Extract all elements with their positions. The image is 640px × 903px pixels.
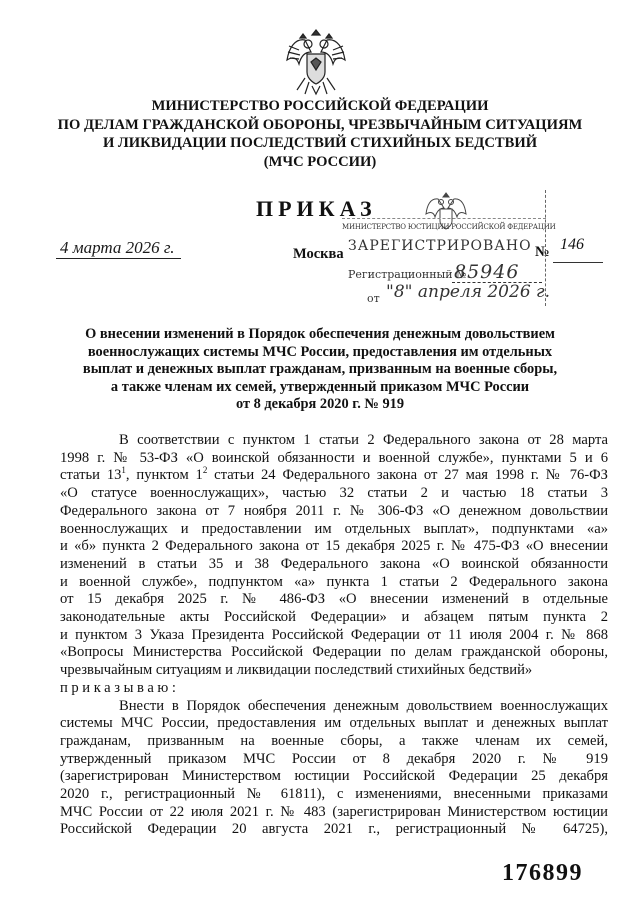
order-body xyxy=(60,432,608,839)
body-line: «Вопросы Министерства Российской Федерации по делам гражданской обороны, xyxy=(60,644,608,661)
ministry-line-1: МИНИСТЕРСТВО РОССИЙСКОЙ ФЕДЕРАЦИИ xyxy=(151,98,489,114)
stamp-reg-label: Регистрационный № xyxy=(348,268,467,281)
body-line: чрезвычайным ситуациям и ликвидации последствий стихийных бедствий» xyxy=(60,662,533,679)
registration-stamp xyxy=(342,190,560,312)
stamp-ministry: МИНИСТЕРСТВО ЮСТИЦИИ РОССИЙСКОЙ ФЕДЕРАЦИИ xyxy=(342,223,556,231)
city: Москва xyxy=(293,246,344,262)
body-line: Федерального закона от 7 ноября 2011 г. № 306-ФЗ «О денежном довольствии xyxy=(60,502,608,519)
number-sign: № xyxy=(535,244,550,260)
body-line: и пунктом 3 Указа Президента Российской Федерации от 11 июля 2004 г. № 868 xyxy=(60,626,608,643)
subject-line-5: от 8 декабря 2020 г. № 919 xyxy=(235,396,405,413)
operative-word: приказываю: xyxy=(60,679,180,696)
stamp-reg-number: 85946 xyxy=(454,261,520,283)
body-line: 1998 г. № 53-ФЗ «О воинской обязанности и военной службе», пунктами 5 и 6 xyxy=(60,449,608,466)
subject-line-2: военнослужащих системы МЧС России, предоставления им отдельных xyxy=(87,343,553,360)
ministry-line-3: И ЛИКВИДАЦИИ ПОСЛЕДСТВИЙ СТИХИЙНЫХ БЕДСТВИЙ xyxy=(102,135,538,151)
body-line xyxy=(60,467,608,485)
body-line: 2020 г., регистрационный № 61811), с изменениями, внесенными приказами xyxy=(60,786,608,803)
ministry-line-4: (МЧС РОССИИ) xyxy=(263,153,377,170)
body-line: военнослужащих и предоставлении им отдельных выплат», подпунктами «а» xyxy=(60,520,608,537)
body-line: и «б» пункта 2 Федерального закона от 15 декабря 2025 г. № 475-ФЗ «О внесении xyxy=(60,538,608,555)
body-line: законодательные акты Российской Федерации» и абзацем пятым пункта 2 xyxy=(60,609,608,626)
subject-line-4: а также членам их семей, утвержденный приказом МЧС России xyxy=(110,378,530,395)
body-line: В соответствии с пунктом 1 статьи 2 Федерального закона от 28 марта xyxy=(119,432,608,448)
document-type: ПРИКАЗ xyxy=(256,196,377,221)
body-text: , пунктом 1 xyxy=(125,467,203,484)
body-text: статьи 13 xyxy=(60,467,122,484)
body-line: изменений в статьи 35 и 38 Федерального закона «О воинской обязанности xyxy=(60,555,608,572)
body-line: гражданам, призванным на военные сборы, а также членам их семей, xyxy=(60,732,608,749)
order-date: 4 марта 2026 г. xyxy=(56,238,181,259)
stamp-registered: ЗАРЕГИСТРИРОВАНО xyxy=(348,238,532,254)
body-line: (зарегистрирован Министерством юстиции Российской Федерации 25 декабря xyxy=(60,768,608,785)
stamp-reg-date: "8" апреля 2026 г. xyxy=(386,282,551,302)
superscript: 2 xyxy=(202,465,208,476)
number-underline xyxy=(553,262,603,263)
body-line: «О статусе военнослужащих», частью 32 статьи 2 и частью 18 статьи 3 xyxy=(60,485,608,502)
body-line: и военной службе», подпунктом «а» пункта 1 статьи 2 Федерального закона xyxy=(60,573,608,590)
order-number: 146 xyxy=(560,236,584,253)
body-line: утвержденный приказом МЧС России от 8 декабря 2020 г. № 919 xyxy=(60,750,608,767)
subject-line-1: О внесении изменений в Порядок обеспечения денежным довольствием xyxy=(85,326,555,342)
ministry-line-2: ПО ДЕЛАМ ГРАЖДАНСКОЙ ОБОРОНЫ, ЧРЕЗВЫЧАЙНЫМ СИТУАЦИЯМ xyxy=(57,116,583,133)
body-line: системы МЧС России, предоставления им отдельных выплат и денежных выплат xyxy=(60,715,608,732)
document-code: 176899 xyxy=(502,860,583,886)
order-subject xyxy=(58,326,582,414)
body-line: Внести в Порядок обеспечения денежным довольствием военнослужащих xyxy=(119,697,608,714)
stamp-divider xyxy=(342,218,546,219)
body-line: МЧС России от 22 июля 2021 г. № 483 (зарегистрирован Министерством юстиции xyxy=(60,803,608,820)
body-line: от 15 декабря 2025 г. № 486-ФЗ «О внесении изменений в отдельные xyxy=(60,591,608,608)
stamp-border xyxy=(545,190,546,306)
stamp-date-prefix: от xyxy=(367,292,380,305)
body-line: Российской Федерации 20 августа 2021 г., регистрационный № 64725), xyxy=(60,821,608,838)
body-text: статьи 24 Федерального закона от 27 мая 1998 г. № 76-ФЗ xyxy=(207,467,608,484)
ministry-name xyxy=(40,97,600,171)
subject-line-3: выплат и денежных выплат гражданам, призванным на военные сборы, xyxy=(82,361,558,378)
coat-of-arms-icon xyxy=(283,26,349,98)
superscript: 1 xyxy=(121,465,126,476)
